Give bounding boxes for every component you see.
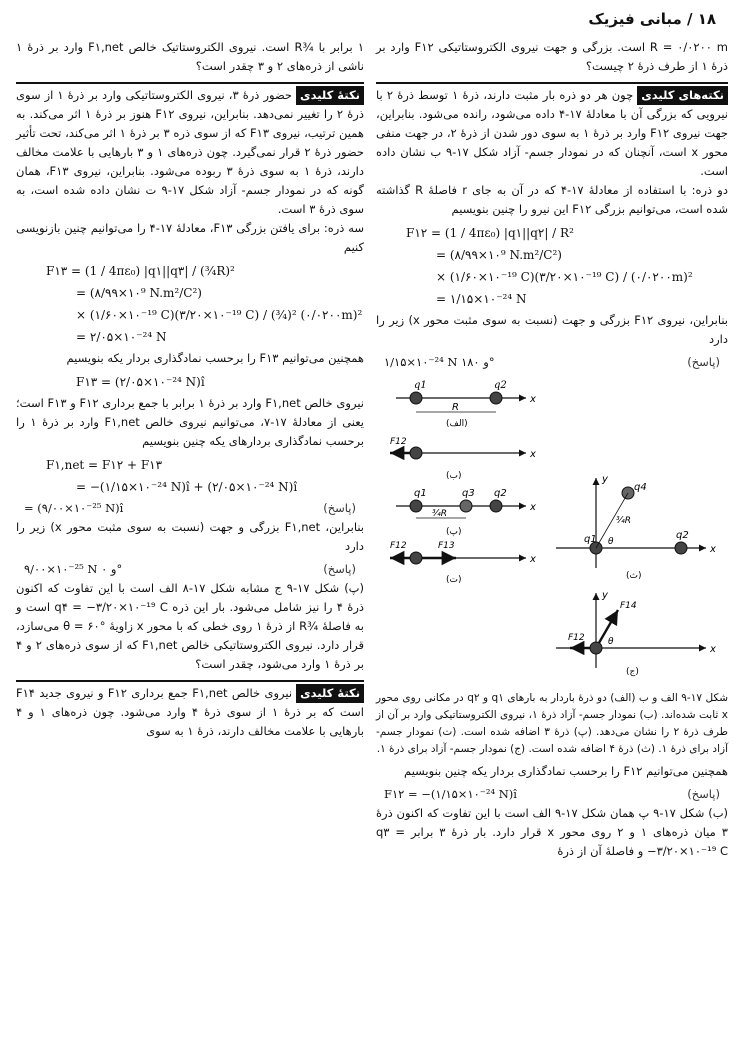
figure-caption: شکل ۱۷-۹ الف و ب (الف) دو ذرهٔ باردار به بارهای q۱ و q۲ در مکانی روی محور x ثابت شده‌اند. (ب) نمودار جسم- آزاد ذرهٔ ۱، نیروی الکتروستاتیکی وارد بر آن از طرف ذرهٔ ۲ را نشان می‌دهد. (پ) ذرهٔ ۳ اضافه شده است. (ت) نمودار جسم- آزاد برای ذرهٔ ۱. (ث) ذرهٔ ۴ اضافه شده است. (ج) نمودار جسم- آزاد برای ذرهٔ ۱. (376, 692, 729, 755)
label-a: (الف) (446, 419, 468, 429)
equation-f12-charges: × (۱/۶۰×۱۰⁻¹⁹ C)(۳/۲۰×۱۰⁻¹⁹ C) / (۰/۰۲۰۰m)² (436, 270, 693, 284)
figure-b (390, 437, 536, 481)
equation-f12-formula: F۱۲ = (1 / 4πε₀) |q۱||q۲| / R² (406, 226, 574, 240)
answer-tag: (پاسخ) (323, 501, 356, 515)
answer-tag: (پاسخ) (323, 562, 356, 576)
paragraph-vector-f13: همچنین می‌توانیم F۱۳ را برحسب نمادگذاری بردار یکه بنویسیم (66, 351, 364, 365)
key-point-label: نکتهٔ کلیدی (296, 86, 364, 105)
label-d: (ت) (446, 575, 462, 585)
equation-net-sum: F۱,net = F۱۲ + F۱۳ (46, 458, 163, 472)
label-f: (ج) (626, 667, 639, 677)
equation-net-values: = −(۱/۱۵×۱۰⁻²⁴ N)î + (۲/۰۵×۱۰⁻²⁴ N)î (76, 480, 298, 494)
svg-text:q1: q1 (414, 380, 427, 391)
figure-c (396, 488, 536, 537)
svg-text:q3: q3 (462, 488, 475, 499)
page-number: ۱۸ (697, 10, 716, 28)
svg-text:q4: q4 (634, 482, 647, 493)
svg-text:F12: F12 (568, 633, 585, 643)
label-b: (ب) (446, 471, 462, 481)
figure-a (396, 380, 536, 429)
svg-text:F13: F13 (438, 541, 455, 551)
equation-f13-vector: F۱۳ = (۲/۰۵×۱۰⁻²⁴ N)î (76, 375, 205, 389)
equation-f13-result: = ۲/۰۵×۱۰⁻²⁴ N (76, 330, 167, 344)
equation-f12-result: = ۱/۱۵×۱۰⁻²⁴ N (436, 292, 527, 306)
svg-text:q1: q1 (584, 534, 597, 545)
equation-f12-constant: = (۸/۹۹×۱۰⁹ N.m²/C²) (436, 248, 562, 262)
svg-text:θ: θ (608, 637, 614, 647)
key-point-label: نکتهٔ کلیدی (296, 684, 364, 703)
svg-text:x: x (530, 394, 536, 405)
svg-text:F12: F12 (390, 437, 407, 447)
svg-text:q2: q2 (494, 380, 507, 391)
key-point-text: حضور ذرهٔ ۳، نیروی الکتروستاتیکی وارد بر ذرهٔ ۱ از سوی ذرهٔ ۲ را تغییر نمی‌دهد. بنابراین، نیروی F۱۲ هنوز بر ذرهٔ ۱ اثر می‌کند. به همین ترتیب، نیروی F۱۳ که از سوی ذره ۳ بر ذرهٔ ۱ اثر می‌کند، تحت تأثیر حضور ذرهٔ ۲ قرار نمی‌گیرد. چون ذره‌های ۱ و ۳ بارهایی با علامت مخالف دارند، ذرهٔ ۱ به سوی ذرهٔ ۳ ربوده می‌شود. بنابراین، نیروی F۱۳، همان گونه که در نمودار جسم- آزاد شکل ۱۷-۹ ت نشان داده شده است، به سوی ذرهٔ ۳ است. (16, 88, 365, 216)
equation-f13-charges: × (۱/۶۰×۱۰⁻¹⁹ C)(۳/۲۰×۱۰⁻¹⁹ C) / (¾)² (۰/۰۲۰۰m)² (76, 308, 363, 322)
paragraph-two-particles: دو ذره: با استفاده از معادلهٔ ۱۷-۴ که در آن به جای r فاصلهٔ R گذاشته شده است، می‌توانیم بزرگی F۱۲ این نیرو را چنین بنویسیم (376, 183, 728, 216)
right-column (376, 38, 728, 865)
answer-value: ۱/۱۵×۱۰⁻²⁴ N و ۱۸۰° (384, 355, 495, 369)
paragraph-therefore-net: بنابراین، F۱,net بزرگی و جهت (نسبت به سوی مثبت محور x) زیر را دارد (16, 520, 364, 553)
paragraph-intro: R = ۰/۰۲۰۰ m است. بزرگی و جهت نیروی الکتروستاتیکی F۱۲ وارد بر ذرهٔ ۱ از طرف ذرهٔ ۲ چیست؟ (376, 40, 728, 73)
svg-text:x: x (710, 644, 716, 655)
svg-text:R: R (452, 402, 459, 413)
paragraph-continued: ۱ برابر با ¾R است. نیروی الکتروستاتیک خالص F۱,net وارد بر ذرهٔ ۱ ناشی از ذره‌های ۲ و ۳ چقدر است؟ (16, 40, 364, 73)
figure-e (556, 474, 716, 581)
svg-text:y: y (602, 590, 608, 601)
figure-d (390, 541, 536, 585)
paragraph-vector: همچنین می‌توانیم F۱۲ را برحسب نمادگذاری بردار یکه چنین بنویسیم (404, 764, 728, 778)
paragraph-part-c: (پ) شکل ۱۷-۹ ج مشابه شکل ۱۷-۸ الف است با این تفاوت که اکنون ذرهٔ ۴ را نیز شامل می‌شود. بار این ذره q۴ = −۳/۲۰×۱۰⁻¹⁹ C است و به فاصلهٔ ¾R از ذرهٔ ۱ روی خطی که با محور x زاویهٔ θ = ۶۰° می‌سازد، قرار دارد. نیروی الکتروستاتیکی خالص F۱,net که از سوی ذره‌های ۲ و ۴ بر ذرهٔ ۱ وارد می‌شود، چقدر است؟ (16, 581, 364, 671)
answer-value: F۱۲ = −(۱/۱۵×۱۰⁻²⁴ N)î (384, 787, 517, 801)
paragraph-three-particles: سه ذره: برای یافتن بزرگی F۱۳، معادلهٔ ۱۷-۴ را می‌توانیم چنین بازنویسی کنیم (16, 221, 365, 254)
label-c: (پ) (446, 527, 462, 537)
key-point-box (16, 82, 364, 219)
page-header: ۱۸ / مبانی فیزیک (588, 10, 716, 28)
paragraph-part-b: (ب) شکل ۱۷-۹ پ همان شکل ۱۷-۹ الف است با این تفاوت که اکنون ذرهٔ ۳ میان ذره‌های ۱ و ۲ روی محور x قرار دارد. بار ذرهٔ ۳ برابر q۳ = −۳/۲۰×۱۰⁻¹⁹ C و فاصلهٔ آن از ذرهٔ (376, 806, 729, 858)
svg-text:q2: q2 (494, 488, 507, 499)
answer-row-1 (376, 353, 728, 372)
svg-text:θ: θ (608, 537, 614, 547)
key-points-text: چون هر دو ذره بار مثبت دارند، ذرهٔ ۱ توسط ذرهٔ ۲ با نیرویی که بزرگی آن با معادلهٔ ۱۷-۴ داده می‌شود، رانده می‌شود. بنابراین، جهت نیروی F۱۲ وارد بر ذرهٔ ۱ به سوی دور شدن از ذرهٔ ۲، در جهت منفی محور x است، آنچنان که در نمودار جسم- آزاد شکل ۱۷-۹ ب نشان داده است. (376, 88, 729, 178)
figure-diagrams (376, 378, 728, 678)
svg-text:q2: q2 (676, 530, 689, 541)
svg-text:x: x (530, 449, 536, 460)
key-point-box-2 (16, 680, 364, 741)
answer-row-2 (376, 785, 728, 804)
answer-tag: (پاسخ) (687, 787, 720, 801)
equation-f13-constant: = (۸/۹۹×۱۰⁹ N.m²/C²) (76, 286, 202, 300)
answer-row-3 (16, 499, 364, 518)
svg-text:y: y (602, 474, 608, 485)
svg-text:q1: q1 (414, 488, 427, 499)
svg-text:¾R: ¾R (432, 509, 447, 519)
svg-text:x: x (710, 544, 716, 555)
left-column (16, 38, 364, 741)
svg-text:x: x (530, 502, 536, 513)
svg-text:x: x (530, 554, 536, 565)
answer-value: ۹/۰۰×۱۰⁻²⁵ N و ۰° (24, 562, 123, 576)
label-e: (ث) (626, 571, 642, 581)
paragraph-net-force: نیروی خالص F۱,net وارد بر ذرهٔ ۱ برابر با جمع برداری F۱۲ و F۱۳ است؛ یعنی از معادلهٔ ۱۷-۷، می‌توانیم نیروی خالص F۱,net وارد بر ذرهٔ ۱ را برحسب نمادگذاری بردارهای یکه چنین بنویسیم (16, 396, 364, 448)
svg-text:¾R: ¾R (616, 516, 631, 526)
equation-net-result: = (۹/۰۰×۱۰⁻²⁵ N)î (24, 501, 124, 515)
svg-text:F12: F12 (390, 541, 407, 551)
svg-text:F14: F14 (620, 601, 637, 611)
key-point-text: نیروی خالص F۱,net جمع برداری F۱۲ و نیروی جدید F۱۴ است که بر ذرهٔ ۱ از سوی ذرهٔ ۴ وارد می‌شود. چون ذره‌های ۱ و ۴ بارهایی با علامت مخالف دارند، ذرهٔ ۱ به سوی (16, 686, 364, 738)
key-points-box (376, 82, 728, 181)
answer-tag: (پاسخ) (687, 355, 720, 369)
figure-f (556, 590, 716, 677)
figure-17-9 (376, 378, 728, 684)
equation-f13-formula: F۱۳ = (1 / 4πε₀) |q۱||q۳| / (¾R)² (46, 264, 235, 278)
paragraph-therefore: بنابراین، نیروی F۱۲ بزرگی و جهت (نسبت به سوی مثبت محور x) زیر را دارد (376, 313, 728, 346)
answer-row-4 (16, 560, 364, 579)
book-title: مبانی فیزیک (588, 10, 682, 28)
key-points-label: نکته‌های کلیدی (637, 86, 728, 105)
